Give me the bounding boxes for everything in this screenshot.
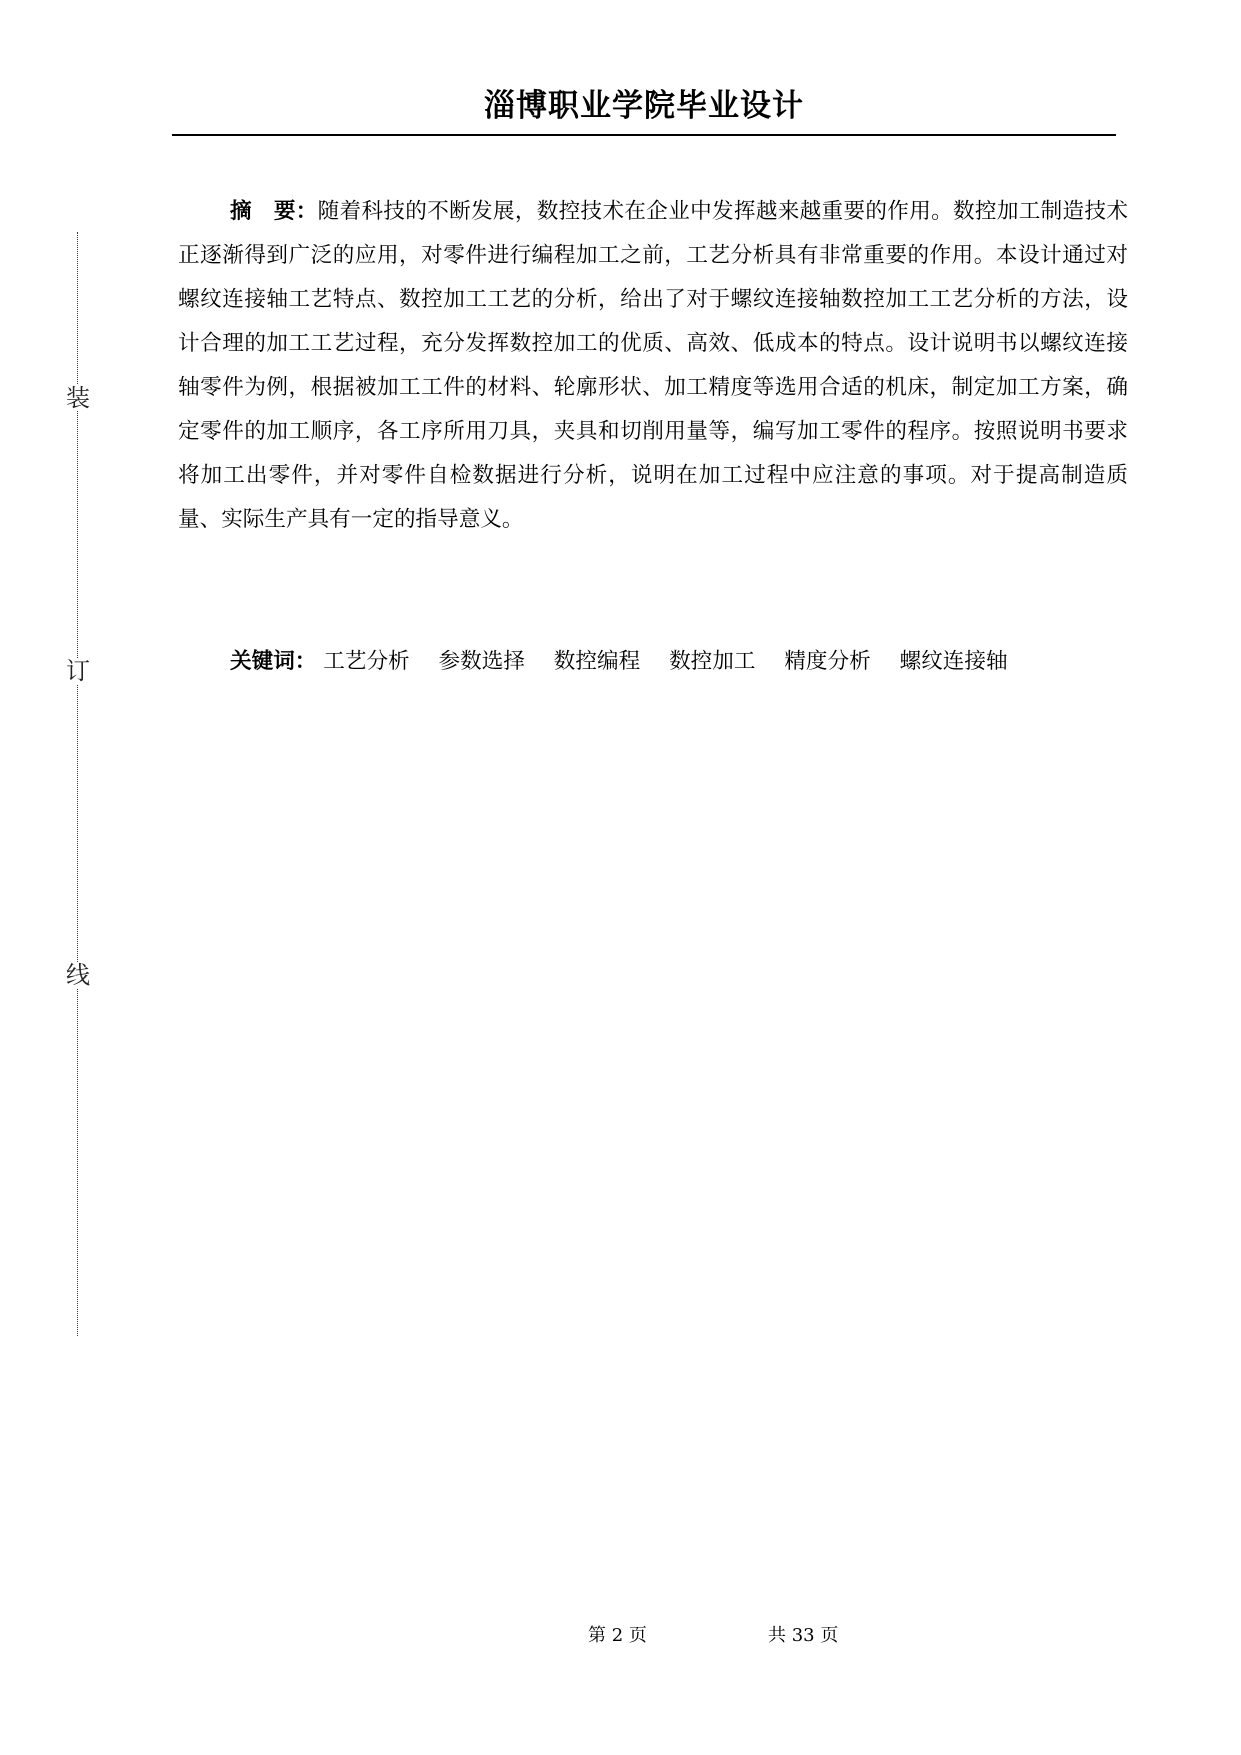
keyword-item: 精度分析: [784, 649, 871, 674]
keywords-label: 关键词：: [230, 649, 317, 674]
keyword-item: 参数选择: [438, 649, 525, 674]
binding-char-xian: 线: [66, 961, 90, 989]
footer-total-pages: 共 33 页: [768, 1625, 839, 1646]
header-rule: [172, 134, 1116, 136]
footer-page-number: 第 2 页: [588, 1625, 647, 1646]
keyword-item: 数控编程: [553, 649, 641, 674]
abstract-text: 随着科技的不断发展，数控技术在企业中发挥越来越重要的作用。数控加工制造技术正逐渐得到广泛的应用，对零件进行编程加工之前，工艺分析具有非常重要的作用。本设计通过对螺纹连接轴工艺特点、数控加工工艺的分析，给出了对于螺纹连接轴数控加工工艺分析的方法，设计合理的加工工艺过程，充分发挥数控加工的优质、高效、低成本的特点。设计说明书以螺纹连接轴零件为例，根据被加工工件的材料、轮廓形状、加工精度等选用合适的机床，制定加工方案，确定零件的加工顺序，各工序所用刀具，夹具和切削用量等，编写加工零件的程序。按照说明书要求将加工出零件，并对零件自检数据进行分析，说明在加工过程中应注意的事项。对于提高制造质量、实际生产具有一定的指导意义。: [178, 199, 1128, 532]
keyword-item: 工艺分析: [323, 649, 410, 674]
keywords-line: [230, 640, 1130, 684]
binding-char-zhuang: 装: [66, 384, 90, 412]
binding-char-ding: 订: [66, 657, 90, 685]
abstract-paragraph: [178, 190, 1128, 542]
abstract-label: 摘 要：: [230, 199, 318, 224]
keyword-item: 数控加工: [669, 649, 756, 674]
page-header-title: 淄博职业学院毕业设计: [484, 88, 804, 124]
keyword-item: 螺纹连接轴: [899, 649, 1008, 674]
